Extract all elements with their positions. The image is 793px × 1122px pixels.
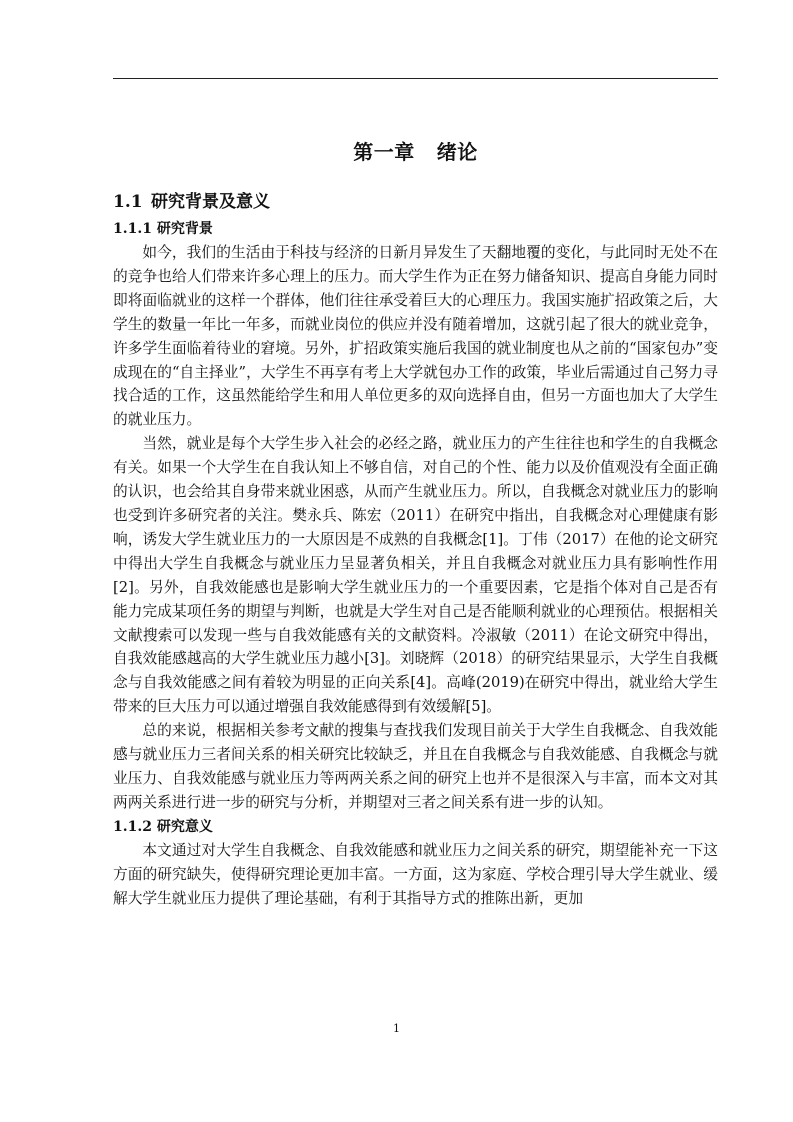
- paragraph: 如今，我们的生活由于科技与经济的日新月异发生了天翻地覆的变化，与此同时无处不在的竞争也给人们带来许多心理上的压力。而大学生作为正在努力储备知识、提高自身能力同时即将面临就业的这样一个群体，他们往往承受着巨大的心理压力。我国实施扩招政策之后，大学生的数量一年比一年多，而就业岗位的供应并没有随着增加，这就引起了很大的就业竞争，许多学生面临着待业的窘境。另外，扩招政策实施后我国的就业制度也从之前的“国家包办”变成现在的“自主择业”，大学生不再享有考上大学就包办工作的政策，毕业后需通过自己努力寻找合适的工作，这虽然能给学生和用人单位更多的双向选择自由，但另一方面也加大了大学生的就业压力。: [113, 244, 718, 429]
- subsection-title-significance: 1.1.2 研究意义: [113, 818, 213, 835]
- page-content: [113, 135, 718, 910]
- section-title: [113, 189, 718, 215]
- subsection-title-background: 1.1.1 研究背景: [113, 221, 213, 237]
- paragraph: 当然，就业是每个大学生步入社会的必经之路，就业压力的产生往往也和学生的自我概念有关。如果一个大学生在自我认知上不够自信，对自己的个性、能力以及价值观没有全面正确的认识，也会给其自身带来就业困惑，从而产生就业压力。所以，自我概念对就业压力的影响也受到许多研究者的关注。樊永兵、陈宏（2011）在研究中指出，自我概念对心理健康有影响，诱发大学生就业压力的一大原因是不成熟的自我概念[1]。丁伟（2017）在他的论文研究中得出大学生自我概念与就业压力呈显著负相关，并且自我概念对就业压力具有影响性作用[2]。另外，自我效能感也是影响大学生就业压力的一个重要因素，它是指个体对自己是否有能力完成某项任务的期望与判断，也就是大学生对自己是否能顺利就业的心理预估。根据相关文献搜索可以发现一些与自我效能感有关的文献资料。冷淑敏（2011）在论文研究中得出，自我效能感越高的大学生就业压力越小[3]。刘晓辉（2018）的研究结果显示，大学生自我概念与自我效能感之间有着较为明显的正向关系[4]。高峰(2019)在研究中得出，就业给大学生带来的巨大压力可以通过增强自我效能感得到有效缓解[5]。: [113, 435, 718, 716]
- section-name: 研究背景及意义: [151, 192, 270, 212]
- chapter-title: [113, 135, 718, 169]
- header-rule: [113, 78, 718, 79]
- chapter-name: 绪论: [436, 140, 478, 164]
- paragraph: 总的来说，根据相关参考文献的搜集与查找我们发现目前关于大学生自我概念、自我效能感与就业压力三者间关系的相关研究比较缺乏，并且在自我概念与自我效能感、自我概念与就业压力、自我效能感与就业压力等两两关系之间的研究上也并不是很深入与丰富，而本文对其两两关系进行进一步的研究与分析，并期望对三者之间关系有进一步的认知。: [113, 722, 718, 811]
- section-number: 1.1: [113, 192, 143, 212]
- paragraph: 本文通过对大学生自我概念、自我效能感和就业压力之间关系的研究，期望能补充一下这方面的研究缺失，使得研究理论更加丰富。一方面，这为家庭、学校合理引导大学生就业、缓解大学生就业压力提供了理论基础，有利于其指导方式的推陈出新，更加: [113, 841, 718, 907]
- page-number: 1: [393, 1022, 400, 1035]
- chapter-number: 第一章: [353, 140, 415, 164]
